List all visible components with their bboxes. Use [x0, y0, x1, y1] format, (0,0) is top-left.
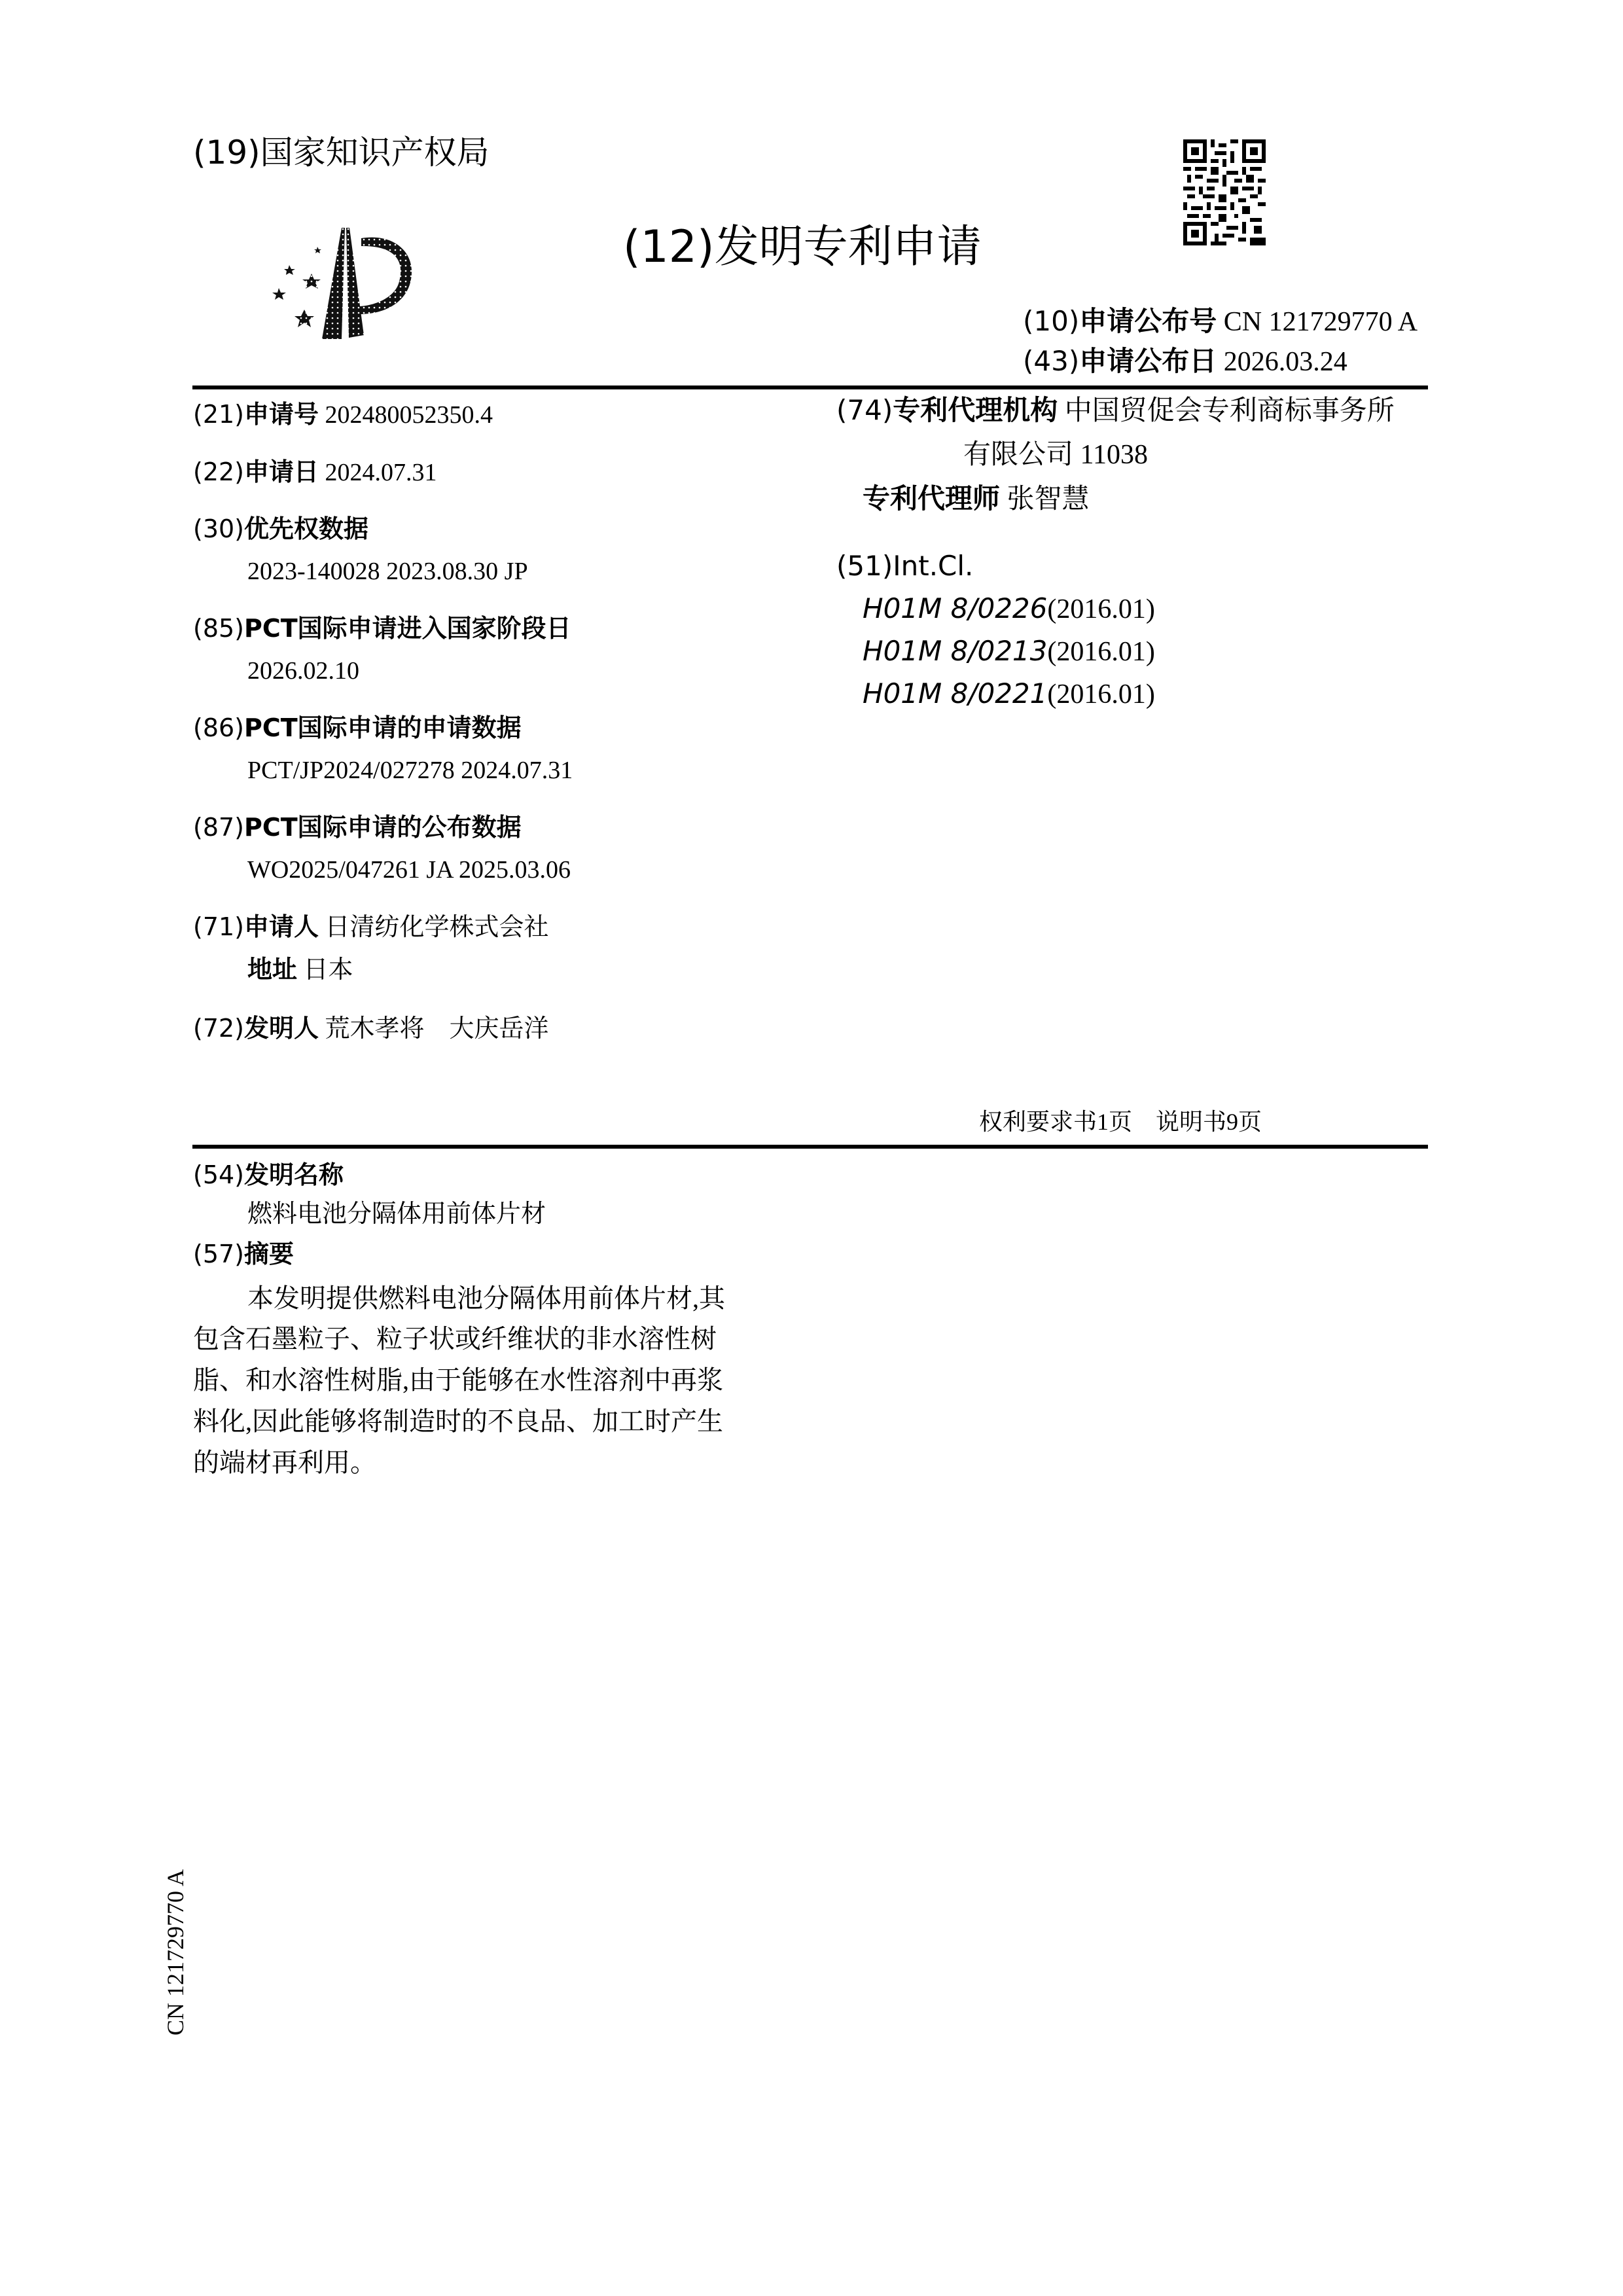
pct-app-value: PCT/JP2024/027278 2024.07.31	[247, 757, 573, 784]
ipc-class: H01M 8/0221	[863, 677, 1048, 709]
document-type-title	[623, 221, 982, 274]
ipc-item	[863, 592, 1155, 626]
abstract-line: 料化,因此能够将制造时的不良品、加工时产生	[193, 1407, 723, 1436]
pub-date-value: 2026.03.24	[1223, 347, 1347, 377]
ipc-class: H01M 8/0213	[863, 635, 1048, 667]
priority-value: 2023-140028 2023.08.30 JP	[247, 558, 528, 585]
field-label: 摘要	[244, 1240, 294, 1268]
section-divider	[192, 1145, 1428, 1149]
field-code: (87)	[193, 813, 245, 842]
page-counts: 权利要求书1页 说明书9页	[979, 1109, 1262, 1135]
field-label: PCT国际申请的申请数据	[244, 713, 522, 742]
ipc-item	[863, 635, 1155, 668]
field-value: 202480052350.4	[325, 401, 493, 429]
inventors	[193, 1013, 549, 1044]
application-number	[193, 399, 493, 430]
doc-type-code: (12)	[623, 221, 715, 273]
applicant	[193, 912, 549, 942]
patent-agency	[836, 394, 1395, 427]
field-label: 申请号	[244, 400, 319, 429]
ipc-class: H01M 8/0226	[863, 592, 1048, 624]
field-label: 优先权数据	[244, 514, 369, 543]
field-value: 2024.07.31	[325, 459, 437, 486]
pub-date-code: (43)	[1023, 345, 1080, 377]
field-code: (72)	[193, 1014, 245, 1043]
field-label: 专利代理机构	[893, 394, 1058, 426]
pub-no-code: (10)	[1023, 305, 1080, 337]
field-label: PCT国际申请进入国家阶段日	[244, 614, 571, 643]
field-value: 荒木孝将 大庆岳洋	[325, 1015, 549, 1043]
invention-title-heading	[193, 1160, 344, 1191]
priority-data	[193, 514, 368, 545]
field-label: 申请日	[244, 457, 319, 486]
office-heading	[193, 134, 490, 171]
abstract-heading	[193, 1239, 294, 1270]
publication-number	[1023, 305, 1418, 338]
office-code: (19)	[193, 134, 260, 171]
invention-title: 燃料电池分隔体用前体片材	[247, 1200, 546, 1228]
field-code: (85)	[193, 614, 245, 643]
ipc-item	[863, 677, 1155, 711]
doc-type: 发明专利申请	[714, 221, 982, 273]
pct-national-entry	[193, 613, 571, 644]
agency-name-line1: 中国贸促会专利商标事务所	[1064, 396, 1395, 426]
abstract-line: 包含石墨粒子、粒子状或纤维状的非水溶性树	[193, 1324, 717, 1354]
office-name: 国家知识产权局	[260, 134, 490, 171]
application-date	[193, 457, 437, 488]
abstract-line: 脂、和水溶性树脂,由于能够在水性溶剂中再浆	[193, 1365, 723, 1395]
address-value: 日本	[303, 956, 353, 984]
abstract-line: 的端材再利用。	[193, 1448, 376, 1477]
ipc-version: (2016.01)	[1047, 594, 1155, 624]
pct-pub-value: WO2025/047261 JA 2025.03.06	[247, 856, 571, 884]
pub-date-label: 申请公布日	[1079, 345, 1217, 377]
ipc-heading	[836, 550, 973, 583]
field-label: 发明人	[244, 1014, 319, 1043]
field-code: (74)	[836, 394, 893, 426]
field-code: (51)	[836, 550, 893, 582]
header-divider	[192, 386, 1428, 389]
abstract-line: 本发明提供燃料电池分隔体用前体片材,其	[247, 1283, 725, 1313]
field-value: 日清纺化学株式会社	[325, 914, 549, 941]
pct-entry-value: 2026.02.10	[247, 657, 359, 685]
field-label: 发明名称	[244, 1160, 344, 1189]
field-label: Int.Cl.	[893, 550, 974, 582]
publication-date	[1023, 345, 1347, 378]
pct-publication-data	[193, 812, 522, 843]
field-label: PCT国际申请的公布数据	[244, 813, 522, 842]
applicant-address	[247, 954, 353, 985]
pct-application-data	[193, 713, 522, 744]
ipc-version: (2016.01)	[1047, 679, 1155, 709]
field-code: (57)	[193, 1240, 245, 1268]
address-label: 地址	[247, 955, 298, 984]
agent-label: 专利代理师	[863, 482, 1001, 514]
cnipa-logo-icon	[262, 216, 432, 347]
side-margin-pub-number: CN 121729770 A	[162, 1869, 188, 2036]
pub-no-label: 申请公布号	[1079, 305, 1217, 337]
field-code: (21)	[193, 400, 245, 429]
field-code: (30)	[193, 514, 245, 543]
field-code: (54)	[193, 1160, 245, 1189]
agent-value: 张智慧	[1007, 484, 1090, 514]
patent-agent	[863, 482, 1090, 516]
ipc-version: (2016.01)	[1047, 637, 1155, 667]
agency-name-line2: 有限公司 11038	[963, 440, 1148, 470]
field-code: (22)	[193, 457, 245, 486]
field-code: (71)	[193, 912, 245, 941]
qr-code-icon	[1183, 139, 1266, 245]
field-label: 申请人	[244, 912, 319, 941]
pub-no-value: CN 121729770 A	[1223, 307, 1418, 337]
field-code: (86)	[193, 713, 245, 742]
